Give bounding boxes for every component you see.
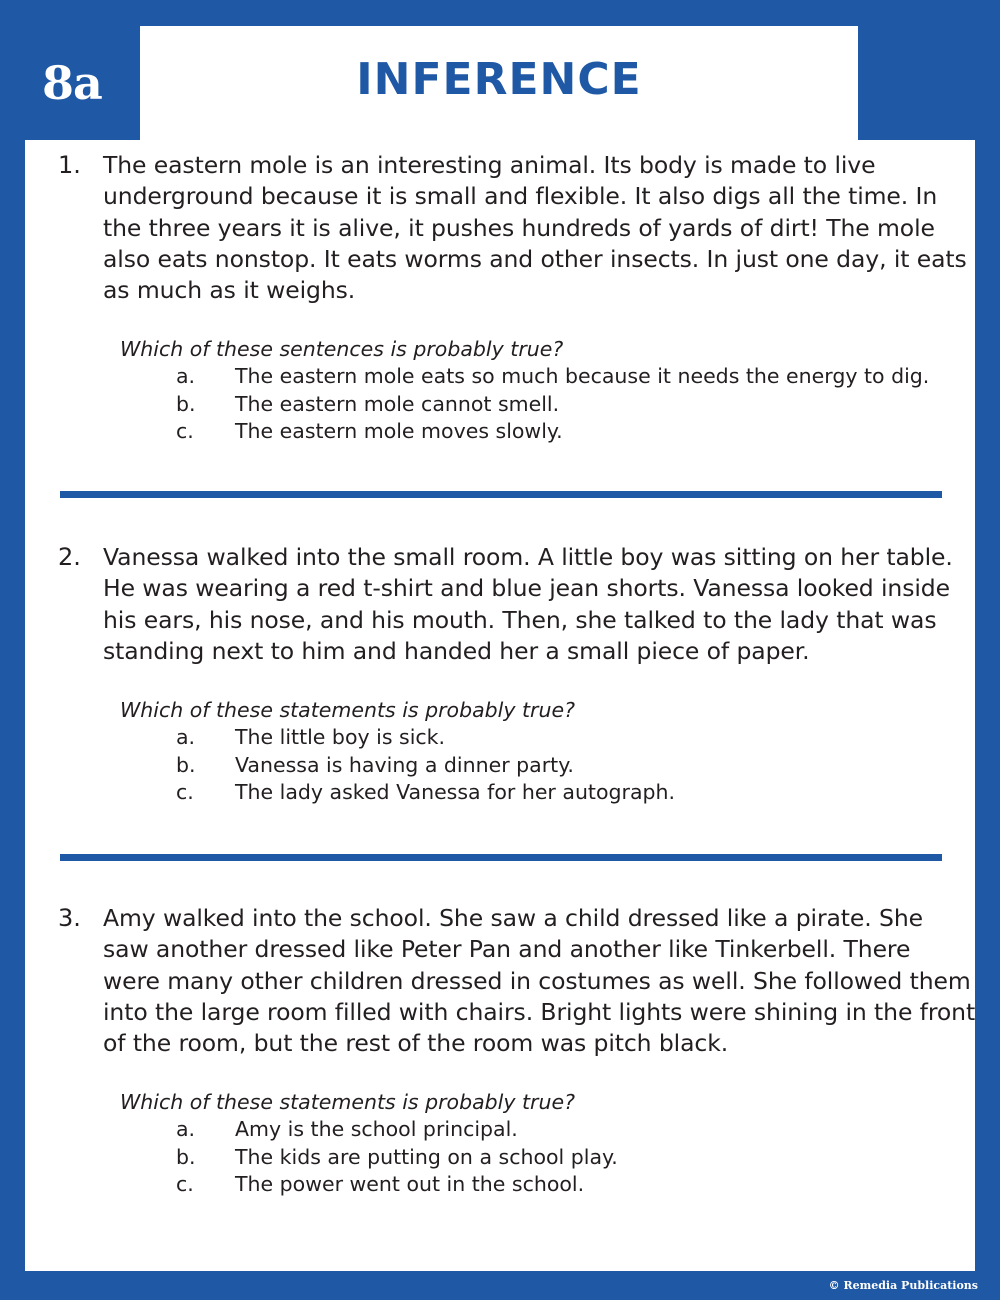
answer-option-a[interactable] — [58, 724, 948, 752]
answer-option-c[interactable] — [58, 1171, 948, 1199]
section-divider — [60, 491, 942, 498]
option-letter: a. — [176, 725, 196, 750]
passage-line: as much as it weighs. — [103, 276, 356, 305]
option-letter: b. — [176, 1144, 196, 1169]
question-number: 1. — [58, 151, 81, 179]
option-letter: a. — [176, 1117, 196, 1142]
option-letter: b. — [176, 391, 196, 416]
answer-option-c[interactable] — [58, 779, 948, 807]
passage-line: also eats nonstop. It eats worms and other insects. In just one day, it eats — [103, 244, 967, 273]
question-number: 2. — [58, 543, 81, 571]
option-text: The little boy is sick. — [235, 725, 446, 750]
passage — [103, 150, 967, 306]
question-1 — [58, 150, 967, 446]
option-letter: c. — [176, 1172, 194, 1197]
answer-option-a[interactable] — [58, 1116, 948, 1144]
passage-line: of the room, but the rest of the room was pitch black. — [103, 1029, 729, 1058]
question-2 — [58, 542, 953, 807]
option-text: Vanessa is having a dinner party. — [235, 752, 574, 777]
option-text: The kids are putting on a school play. — [235, 1144, 618, 1169]
passage-line: saw another dressed like Peter Pan and another like Tinkerbell. There — [103, 935, 911, 964]
option-text: The eastern mole eats so much because it needs the energy to dig. — [235, 364, 930, 389]
answer-option-b[interactable] — [58, 752, 948, 780]
section-divider — [60, 854, 942, 861]
answer-option-b[interactable] — [58, 1144, 948, 1172]
passage-line: his ears, his nose, and his mouth. Then, she talked to the lady that was — [103, 605, 937, 634]
passage — [103, 542, 953, 667]
passage-line: underground because it is small and flexible. It also digs all the time. In — [103, 182, 938, 211]
question-prompt: Which of these statements is probably true? — [120, 1090, 575, 1115]
option-letter: c. — [176, 419, 194, 444]
answer-option-b[interactable] — [58, 391, 948, 419]
passage-line: into the large room filled with chairs. Bright lights were shining in the front — [103, 997, 976, 1026]
option-text: The eastern mole moves slowly. — [235, 419, 563, 444]
page-label: 8a — [42, 56, 102, 110]
passage-line: the three years it is alive, it pushes hundreds of yards of dirt! The mole — [103, 213, 935, 242]
option-text: The eastern mole cannot smell. — [235, 391, 560, 416]
passage-line: Vanessa walked into the small room. A little boy was sitting on her table. — [103, 543, 953, 571]
passage — [103, 903, 976, 1059]
option-letter: a. — [176, 364, 196, 389]
passage-line: He was wearing a red t-shirt and blue jean shorts. Vanessa looked inside — [103, 574, 950, 603]
passage-line: standing next to him and handed her a small piece of paper. — [103, 636, 810, 665]
option-text: The lady asked Vanessa for her autograph. — [235, 780, 676, 805]
answer-option-c[interactable] — [58, 418, 948, 446]
option-text: The power went out in the school. — [235, 1172, 585, 1197]
passage-line: The eastern mole is an interesting animal. Its body is made to live — [103, 151, 876, 179]
option-letter: b. — [176, 752, 196, 777]
page-title: INFERENCE — [356, 54, 642, 105]
passage-line: were many other children dressed in costumes as well. She followed them — [103, 966, 971, 995]
answer-option-a[interactable] — [58, 363, 948, 391]
copyright-notice: © Remedia Publications — [828, 1279, 978, 1292]
option-text: Amy is the school principal. — [235, 1117, 518, 1142]
option-letter: c. — [176, 780, 194, 805]
question-3 — [58, 903, 976, 1199]
passage-line: Amy walked into the school. She saw a child dressed like a pirate. She — [103, 904, 923, 932]
question-prompt: Which of these statements is probably true? — [120, 698, 575, 723]
question-prompt: Which of these sentences is probably true? — [120, 337, 564, 362]
question-number: 3. — [58, 904, 81, 932]
